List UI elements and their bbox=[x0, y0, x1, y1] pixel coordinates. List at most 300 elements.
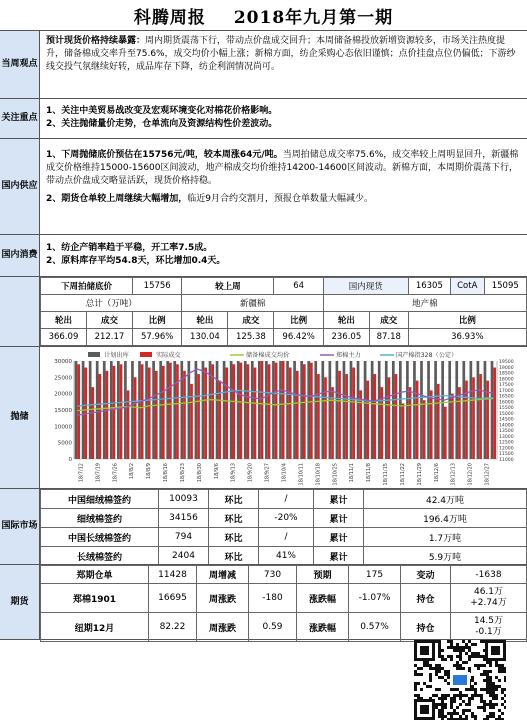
qr-module bbox=[471, 652, 474, 655]
qr-module bbox=[456, 655, 459, 658]
consumption-item: 2、原料库存平均54.8天，环比增加0.4天。 bbox=[46, 256, 226, 266]
qr-module bbox=[486, 670, 489, 673]
qr-module bbox=[435, 673, 438, 676]
bar-plan bbox=[307, 361, 310, 459]
qr-module bbox=[447, 718, 450, 720]
bar-plan bbox=[343, 361, 346, 459]
futures-change-label: 周增减 bbox=[197, 566, 249, 584]
qr-module bbox=[486, 673, 489, 676]
bar-actual bbox=[388, 377, 391, 459]
qr-module bbox=[504, 694, 506, 697]
qr-module bbox=[441, 709, 444, 712]
qr-module bbox=[414, 670, 417, 673]
bar-actual bbox=[106, 371, 109, 459]
qr-module bbox=[501, 664, 504, 667]
qr-module bbox=[471, 655, 474, 658]
x-tick-label: 18/10/11 bbox=[298, 463, 305, 486]
qr-module bbox=[477, 667, 480, 670]
qr-module bbox=[477, 655, 480, 658]
qr-module bbox=[501, 712, 504, 715]
qr-module bbox=[477, 664, 480, 667]
futures-oi-value: -1638 bbox=[451, 566, 527, 584]
qr-module bbox=[468, 655, 471, 658]
col-ratio: 比例 bbox=[274, 312, 324, 329]
bar-actual bbox=[395, 374, 398, 459]
qr-module bbox=[453, 646, 456, 649]
bar-actual bbox=[91, 387, 94, 459]
x-tick-label: 18/8/2 bbox=[129, 463, 136, 480]
qr-module bbox=[498, 679, 501, 682]
qr-module bbox=[480, 697, 483, 700]
qr-module bbox=[414, 664, 417, 667]
col-deal: 成交 bbox=[86, 312, 132, 329]
qr-module bbox=[486, 682, 489, 685]
qr-module bbox=[498, 685, 501, 688]
qr-module bbox=[489, 694, 492, 697]
col-out: 轮出 bbox=[182, 312, 228, 329]
futures-change-value: 0.59 bbox=[249, 613, 297, 642]
qr-module bbox=[414, 688, 417, 691]
bar-actual bbox=[317, 374, 320, 459]
qr-module bbox=[447, 640, 450, 643]
bar-plan bbox=[75, 361, 78, 459]
qr-module bbox=[468, 649, 471, 652]
bar-actual bbox=[345, 374, 348, 459]
legend-swatch bbox=[140, 352, 152, 357]
qr-module bbox=[459, 697, 462, 700]
qr-module bbox=[498, 664, 501, 667]
futures-oi-value bbox=[451, 584, 527, 613]
y-tick-label-right: 19500 bbox=[499, 360, 514, 365]
qr-module bbox=[438, 655, 441, 658]
y-tick-label-right: 14500 bbox=[499, 417, 514, 423]
qr-module bbox=[474, 688, 477, 691]
qr-module bbox=[468, 703, 471, 706]
bar-plan bbox=[279, 361, 282, 459]
y-tick-label-right: 17500 bbox=[499, 383, 514, 389]
qr-module bbox=[453, 649, 456, 652]
qr-module bbox=[444, 679, 447, 682]
x-tick-label: 18/8/16 bbox=[163, 463, 170, 483]
qr-module bbox=[417, 673, 420, 676]
qr-finder bbox=[420, 705, 429, 714]
bar-plan bbox=[484, 361, 487, 459]
futures-oi-value bbox=[451, 613, 527, 642]
qr-module bbox=[414, 682, 417, 685]
qr-module bbox=[456, 649, 459, 652]
bar-plan bbox=[477, 361, 480, 459]
qr-module bbox=[453, 712, 456, 715]
qr-module bbox=[429, 673, 432, 676]
qr-module bbox=[462, 712, 465, 715]
qr-module bbox=[465, 694, 468, 697]
qr-module bbox=[453, 688, 456, 691]
qr-module bbox=[429, 676, 432, 679]
bar-plan bbox=[385, 361, 388, 459]
x-tick-label: 18/11/15 bbox=[383, 463, 390, 486]
floor-price-label: 下周拍储底价 bbox=[41, 278, 133, 295]
bar-plan bbox=[300, 361, 303, 459]
qr-module bbox=[438, 646, 441, 649]
price-table bbox=[40, 277, 527, 346]
qr-module bbox=[477, 706, 480, 709]
report-title bbox=[0, 0, 527, 30]
qr-module bbox=[468, 697, 471, 700]
bar-plan bbox=[357, 361, 360, 459]
qr-module bbox=[456, 664, 459, 667]
qr-module bbox=[483, 703, 486, 706]
qr-module bbox=[471, 697, 474, 700]
bar-actual bbox=[99, 374, 102, 459]
qr-module bbox=[462, 694, 465, 697]
qr-module bbox=[462, 649, 465, 652]
focus-item: 1、关注中美贸易战改变及宏观环境变化对棉花价格影响。 bbox=[46, 106, 278, 116]
qr-module bbox=[456, 667, 459, 670]
qr-module bbox=[492, 682, 495, 685]
qr-module bbox=[453, 700, 456, 703]
futures-pct-value: 175 bbox=[349, 566, 401, 584]
qr-module bbox=[459, 649, 462, 652]
bar-actual bbox=[169, 363, 172, 459]
qr-module bbox=[438, 715, 441, 718]
bar-actual bbox=[444, 407, 447, 459]
qr-code bbox=[414, 640, 506, 720]
qr-module bbox=[414, 673, 417, 676]
qr-module bbox=[456, 718, 459, 720]
viewpoint-label: 当周观点 bbox=[0, 31, 40, 98]
x-tick-label: 18/9/13 bbox=[230, 463, 237, 483]
qr-module bbox=[486, 715, 489, 718]
y-tick-label-right: 15000 bbox=[499, 411, 514, 417]
qr-module bbox=[504, 667, 506, 670]
qr-module bbox=[483, 709, 486, 712]
qr-module bbox=[498, 667, 501, 670]
qr-module bbox=[474, 682, 477, 685]
col-deal: 成交 bbox=[369, 312, 408, 329]
qr-module bbox=[465, 646, 468, 649]
qr-module bbox=[465, 718, 468, 720]
qr-module bbox=[435, 703, 438, 706]
qr-module bbox=[450, 706, 453, 709]
qr-module bbox=[459, 703, 462, 706]
bar-plan bbox=[399, 361, 402, 459]
qr-module bbox=[462, 661, 465, 664]
y-tick-label-left: 5000 bbox=[57, 440, 72, 447]
qr-module bbox=[441, 694, 444, 697]
week-change-value: 64 bbox=[274, 278, 324, 295]
qr-module bbox=[486, 691, 489, 694]
qr-module bbox=[489, 700, 492, 703]
qr-finder bbox=[491, 646, 500, 655]
group-xinjiang: 新疆棉 bbox=[182, 295, 323, 312]
bar-plan bbox=[392, 361, 395, 459]
qr-module bbox=[462, 709, 465, 712]
bar-plan bbox=[329, 361, 332, 459]
qr-module bbox=[438, 676, 441, 679]
bar-plan bbox=[336, 361, 339, 459]
qr-module bbox=[480, 706, 483, 709]
qr-module bbox=[441, 700, 444, 703]
y-tick-label-right: 11000 bbox=[499, 458, 514, 463]
qr-module bbox=[504, 676, 506, 679]
qr-module bbox=[498, 670, 501, 673]
qr-module bbox=[444, 658, 447, 661]
consumption-section bbox=[0, 234, 527, 276]
futures-label: 期货 bbox=[0, 565, 40, 639]
qr-module bbox=[444, 694, 447, 697]
qr-module bbox=[483, 679, 486, 682]
x-tick-label: 18/7/26 bbox=[112, 463, 119, 483]
legend-swatch bbox=[88, 352, 100, 357]
intl-cum-value: 5.9万吨 bbox=[364, 547, 527, 566]
qr-module bbox=[495, 676, 498, 679]
local-deal: 87.18 bbox=[369, 329, 408, 346]
qr-module bbox=[444, 715, 447, 718]
qr-module bbox=[486, 685, 489, 688]
qr-module bbox=[456, 688, 459, 691]
futures-change-value: -180 bbox=[249, 584, 297, 613]
qr-module bbox=[495, 661, 498, 664]
qr-module bbox=[480, 694, 483, 697]
qr-module bbox=[441, 655, 444, 658]
qr-module bbox=[450, 640, 453, 643]
bar-plan bbox=[364, 361, 367, 459]
qr-module bbox=[465, 688, 468, 691]
intl-ring-value: 41% bbox=[259, 547, 314, 566]
bar-actual bbox=[416, 381, 419, 459]
qr-module bbox=[426, 661, 429, 664]
qr-module bbox=[471, 715, 474, 718]
bar-actual bbox=[493, 368, 496, 459]
issue-label: 2018年九月第一期 bbox=[233, 7, 394, 28]
qr-module bbox=[483, 688, 486, 691]
intl-label: 国际市场 bbox=[0, 489, 40, 564]
bar-plan bbox=[462, 361, 465, 459]
qr-logo bbox=[453, 675, 467, 685]
futures-value: 16695 bbox=[149, 584, 197, 613]
y-tick-label-left: 10000 bbox=[54, 424, 72, 431]
bar-plan bbox=[159, 361, 162, 459]
bar-actual bbox=[366, 381, 369, 459]
qr-module bbox=[468, 700, 471, 703]
qr-module bbox=[474, 718, 477, 720]
futures-name: 郑期仓单 bbox=[41, 566, 149, 584]
y-tick-label-right: 15500 bbox=[499, 406, 514, 412]
bar-actual bbox=[430, 390, 433, 459]
bar-plan bbox=[96, 361, 99, 459]
futures-table bbox=[40, 565, 527, 642]
x-tick-label: 18/12/13 bbox=[450, 463, 457, 486]
qr-module bbox=[492, 691, 495, 694]
qr-module bbox=[504, 700, 506, 703]
xinjiang-out: 130.04 bbox=[182, 329, 228, 346]
bar-plan bbox=[258, 361, 261, 459]
qr-module bbox=[447, 712, 450, 715]
qr-module bbox=[492, 715, 495, 718]
qr-module bbox=[474, 664, 477, 667]
qr-module bbox=[423, 664, 426, 667]
qr-module bbox=[474, 715, 477, 718]
qr-module bbox=[453, 694, 456, 697]
x-tick-label: 18/11/8 bbox=[366, 463, 373, 483]
bar-plan bbox=[265, 361, 268, 459]
futures-oi-change: -0.1万 bbox=[475, 627, 502, 637]
supply-p1-text: 当周拍储总成交率75.6%，成交率较上周明显回升，新疆棉成交价格维持15000-15600区间波动，地产棉成交均价维持14200-14600区间波动。新棉方面，本周期价震荡下行，带动点价盘成交略显活跃，现货价格持稳。 bbox=[46, 150, 519, 186]
qr-module bbox=[501, 691, 504, 694]
bar-actual bbox=[282, 361, 285, 459]
futures-section bbox=[0, 564, 527, 640]
qr-module bbox=[441, 649, 444, 652]
bar-plan bbox=[131, 361, 134, 459]
qr-module bbox=[450, 712, 453, 715]
bar-actual bbox=[310, 363, 313, 459]
qr-module bbox=[474, 655, 477, 658]
x-tick-label: 18/11/29 bbox=[416, 463, 423, 486]
qr-module bbox=[456, 646, 459, 649]
qr-module bbox=[504, 679, 506, 682]
x-tick-label: 18/7/19 bbox=[95, 463, 102, 483]
qr-module bbox=[501, 718, 504, 720]
qr-module bbox=[432, 667, 435, 670]
qr-module bbox=[441, 703, 444, 706]
qr-module bbox=[465, 652, 468, 655]
x-tick-label: 18/9/6 bbox=[213, 463, 220, 480]
y-tick-label-right: 16000 bbox=[499, 400, 514, 406]
bar-plan bbox=[286, 361, 289, 459]
qr-module bbox=[495, 694, 498, 697]
supply-p2-text: 临近9月合约交割月，预报仓单数量大幅减少。 bbox=[187, 194, 373, 204]
intl-value: 2404 bbox=[159, 547, 209, 566]
floor-price-value: 15756 bbox=[132, 278, 182, 295]
qr-module bbox=[489, 661, 492, 664]
qr-module bbox=[441, 706, 444, 709]
y-tick-label-left: 15000 bbox=[54, 408, 72, 414]
viewpoint-text: 周内期货震荡下行，带动点价盘成交回升；本周储备棉投放新增资源较多，市场关注热度提升，储备棉成交率升至75.6%，成交均价小幅上涨；新棉方面，纺企采购心态依旧谨慎；点价挂盘点位仍偏低；下游纱线交投气氛继续好转，成品库存下降，纺企利润情况尚可。 bbox=[46, 36, 516, 72]
auction-section bbox=[0, 346, 527, 488]
qr-module bbox=[480, 700, 483, 703]
bar-actual bbox=[225, 368, 228, 459]
qr-module bbox=[450, 658, 453, 661]
intl-cum-value: 196.4万吨 bbox=[364, 509, 527, 528]
qr-module bbox=[441, 676, 444, 679]
qr-module bbox=[471, 685, 474, 688]
qr-module bbox=[462, 640, 465, 643]
bar-plan bbox=[321, 361, 324, 459]
qr-module bbox=[459, 655, 462, 658]
bar-actual bbox=[479, 374, 482, 459]
bar-actual bbox=[303, 364, 306, 459]
qr-module bbox=[480, 664, 483, 667]
bar-actual bbox=[240, 363, 243, 459]
col-out: 轮出 bbox=[41, 312, 87, 329]
qr-module bbox=[459, 694, 462, 697]
y-tick-label-right: 12000 bbox=[499, 446, 514, 452]
local-out: 236.05 bbox=[323, 329, 369, 346]
qr-module bbox=[444, 706, 447, 709]
qr-module bbox=[447, 670, 450, 673]
qr-module bbox=[450, 703, 453, 706]
qr-module bbox=[450, 700, 453, 703]
bar-plan bbox=[427, 361, 430, 459]
bar-actual bbox=[423, 400, 426, 459]
qr-module bbox=[489, 676, 492, 679]
bar-plan bbox=[195, 361, 198, 459]
intl-ring-value: / bbox=[259, 490, 314, 509]
qr-module bbox=[471, 694, 474, 697]
futures-name: 纽期12月 bbox=[41, 613, 149, 642]
qr-module bbox=[501, 688, 504, 691]
bar-actual bbox=[373, 374, 376, 459]
qr-module bbox=[459, 691, 462, 694]
qr-module bbox=[438, 667, 441, 670]
qr-module bbox=[459, 718, 462, 720]
qr-module bbox=[495, 718, 498, 720]
qr-module bbox=[459, 667, 462, 670]
qr-module bbox=[489, 706, 492, 709]
price-label bbox=[0, 277, 40, 346]
qr-module bbox=[486, 718, 489, 720]
xinjiang-deal: 125.38 bbox=[228, 329, 274, 346]
qr-module bbox=[468, 646, 471, 649]
legend-label: 郑棉主力 bbox=[336, 352, 361, 359]
intl-cum-label: 累计 bbox=[314, 490, 364, 509]
focus-content bbox=[40, 99, 527, 138]
qr-module bbox=[459, 652, 462, 655]
qr-module bbox=[417, 682, 420, 685]
legend-label: 国产棉指328（公定） bbox=[396, 352, 458, 359]
bar-actual bbox=[204, 368, 207, 459]
bar-actual bbox=[176, 364, 179, 459]
qr-module bbox=[435, 640, 438, 643]
y-tick-label-right: 16500 bbox=[499, 394, 514, 400]
bar-plan bbox=[124, 361, 127, 459]
domestic-index-value: 16305 bbox=[408, 278, 450, 295]
bar-actual bbox=[197, 374, 200, 459]
bar-plan bbox=[216, 361, 219, 459]
bar-plan bbox=[420, 361, 423, 459]
intl-name: 中国细绒棉签约 bbox=[41, 490, 159, 509]
qr-module bbox=[450, 655, 453, 658]
qr-module bbox=[492, 694, 495, 697]
intl-name: 细绒棉签约 bbox=[41, 509, 159, 528]
qr-module bbox=[417, 667, 420, 670]
qr-module bbox=[438, 709, 441, 712]
qr-module bbox=[450, 715, 453, 718]
intl-ring-value: -20% bbox=[259, 509, 314, 528]
y-tick-label-right: 12500 bbox=[499, 440, 514, 446]
col-ratio: 比例 bbox=[408, 312, 526, 329]
bar-plan bbox=[293, 361, 296, 459]
bar-plan bbox=[145, 361, 148, 459]
qr-module bbox=[447, 655, 450, 658]
bar-plan bbox=[470, 361, 473, 459]
bar-plan bbox=[272, 361, 275, 459]
bar-plan bbox=[230, 361, 233, 459]
qr-module bbox=[465, 643, 468, 646]
qr-module bbox=[435, 688, 438, 691]
bar-actual bbox=[451, 394, 454, 459]
futures-pct-value: 0.57% bbox=[349, 613, 401, 642]
qr-module bbox=[456, 706, 459, 709]
auction-label: 抛储 bbox=[0, 347, 40, 488]
intl-table bbox=[40, 489, 527, 566]
bar-actual bbox=[261, 361, 264, 459]
qr-module bbox=[438, 688, 441, 691]
bar-actual bbox=[155, 371, 158, 459]
qr-module bbox=[471, 676, 474, 679]
y-tick-label-right: 11500 bbox=[499, 452, 514, 458]
col-out: 轮出 bbox=[323, 312, 369, 329]
